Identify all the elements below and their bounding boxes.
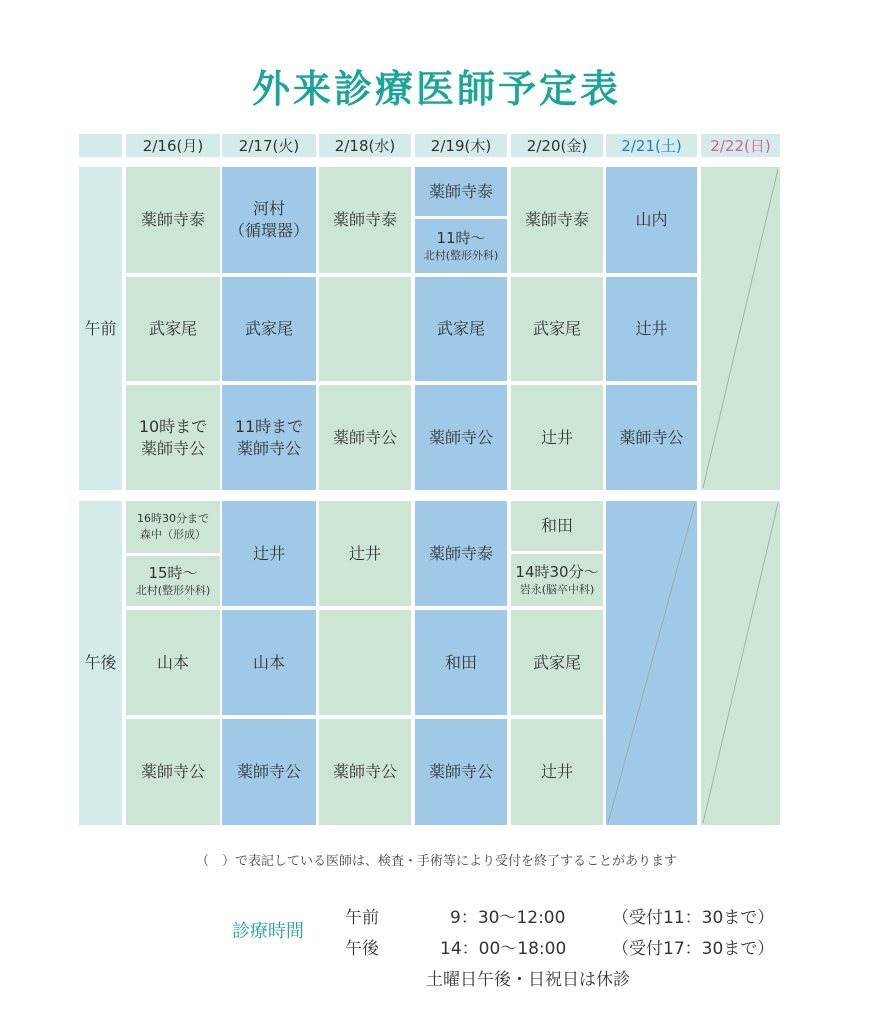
day-label: 2/20(金)	[526, 137, 588, 155]
day-header-3	[319, 134, 411, 157]
am-r3-mon	[126, 385, 220, 490]
pm-r1-fri-top	[511, 501, 603, 551]
day-header-4	[415, 134, 507, 157]
pm-r3-fri	[511, 719, 603, 825]
header-corner	[79, 134, 122, 157]
am-r2-wed	[319, 277, 411, 381]
hours-label: 診療時間	[232, 921, 304, 942]
pm-r1-tue	[222, 501, 316, 606]
doctor-name: 薬師寺公	[428, 762, 493, 781]
doctor-name: 薬師寺公	[140, 762, 205, 781]
am-r1-mon	[126, 167, 220, 273]
time-text: 11時まで	[234, 416, 304, 436]
doctor-name: 武家尾	[244, 319, 293, 338]
sun-am-closed	[701, 167, 780, 490]
am-r3-wed	[319, 385, 411, 490]
time-text: 16時30分まで	[137, 512, 209, 525]
hours-pm-time: 14：00〜18:00	[440, 939, 567, 959]
time-text: 14時30分〜	[515, 563, 599, 581]
am-r1-thu-top	[415, 167, 507, 216]
pm-r2-mon	[126, 610, 220, 715]
am-label: 午前	[84, 318, 117, 338]
am-r1-sat	[606, 167, 697, 273]
pm-r3-thu	[415, 719, 507, 825]
doctor-name: 薬師寺泰	[524, 210, 589, 229]
pm-r3-mon	[126, 719, 220, 825]
day-header-7	[701, 134, 780, 157]
hours-am-time: 9：30〜12:00	[450, 908, 566, 928]
doctor-note: 岩永(脳卒中科)	[519, 583, 595, 596]
day-label: 2/19(木)	[430, 137, 492, 155]
pm-r2-thu	[415, 610, 507, 715]
doctor-name: 武家尾	[436, 319, 485, 338]
am-r3-fri	[511, 385, 603, 490]
day-header-6	[606, 134, 697, 157]
doctor-name: 薬師寺泰	[428, 181, 493, 201]
pm-r1-thu	[415, 501, 507, 606]
am-r2-fri	[511, 277, 603, 381]
day-label: 2/18(水)	[334, 137, 396, 155]
doctor-name: 辻井	[635, 319, 668, 338]
hours-pm-label: 午後	[345, 939, 379, 959]
am-r3-thu	[415, 385, 507, 490]
doctor-name: 和田	[540, 516, 573, 535]
doctor-name: 薬師寺公	[236, 762, 301, 781]
am-r2-tue	[222, 277, 316, 381]
doctor-name: 山内	[635, 210, 668, 229]
doctor-name: 薬師寺泰	[332, 210, 397, 229]
hours-am-reception: （受付11：30まで）	[612, 908, 775, 928]
time-text: 15時〜	[148, 564, 198, 582]
am-r2-mon	[126, 277, 220, 381]
pm-r1-wed	[319, 501, 411, 606]
pm-r2-wed	[319, 610, 411, 715]
doctor-name: 辻井	[540, 427, 573, 447]
pm-r1-mon-top	[126, 501, 220, 553]
doctor-name: 辻井	[540, 762, 573, 781]
doctor-name: 森中（形成）	[140, 528, 206, 541]
am-r2-thu	[415, 277, 507, 381]
am-r1-tue	[222, 167, 316, 273]
sat-pm-closed	[606, 501, 697, 825]
hours-am-label: 午前	[345, 908, 379, 928]
doctor-dept: （循環器）	[228, 221, 309, 240]
sun-pm-closed	[701, 501, 780, 825]
pm-r3-tue	[222, 719, 316, 825]
am-r2-sat	[606, 277, 697, 381]
am-r3-sat	[606, 385, 697, 490]
pm-r2-tue	[222, 610, 316, 715]
doctor-name: 薬師寺公	[332, 762, 397, 781]
time-text: 10時まで	[138, 416, 208, 436]
day-header-5	[511, 134, 603, 157]
doctor-name: 和田	[444, 652, 477, 672]
page-title: 外来診療医師予定表	[251, 67, 621, 111]
doctor-name: 薬師寺公	[619, 427, 684, 447]
doctor-name: 薬師寺公	[428, 427, 493, 447]
hours-closed-note: 土曜日午後・日祝日は休診	[426, 970, 630, 990]
am-r1-fri	[511, 167, 603, 273]
doctor-name: 武家尾	[148, 319, 197, 338]
doctor-name: 薬師寺公	[140, 438, 205, 458]
doctor-note: 北村(整形外科)	[135, 584, 211, 597]
doctor-name: 辻井	[252, 543, 285, 563]
footnote: （ ）で表記している医師は、検査・手術等により受付を終了することがあります	[195, 854, 677, 869]
day-label: 2/16(月)	[142, 137, 204, 155]
doctor-name: 薬師寺公	[236, 438, 301, 458]
am-r1-wed	[319, 167, 411, 273]
doctor-name: 薬師寺泰	[428, 543, 493, 563]
pm-r3-wed	[319, 719, 411, 825]
am-r3-tue	[222, 385, 316, 490]
doctor-note: 北村(整形外科)	[423, 249, 499, 262]
am-section-label	[79, 167, 122, 490]
pm-label: 午後	[84, 653, 117, 672]
time-text: 11時〜	[436, 229, 486, 247]
doctor-name: 河村	[252, 199, 285, 218]
day-header-2	[222, 134, 316, 157]
day-label: 2/17(火)	[238, 137, 300, 155]
pm-section-label	[79, 501, 122, 825]
doctor-name: 山本	[252, 652, 285, 672]
pm-r1-mon-bottom	[126, 556, 220, 606]
doctor-name: 武家尾	[532, 319, 581, 338]
am-r1-thu-bottom	[415, 219, 507, 273]
hours-pm-reception: （受付17：30まで）	[612, 939, 775, 959]
pm-r2-fri	[511, 610, 603, 715]
day-header-1	[126, 134, 220, 157]
doctor-name: 辻井	[348, 543, 381, 563]
day-label: 2/21(土)	[621, 137, 682, 155]
doctor-name: 山本	[156, 652, 189, 672]
doctor-name: 薬師寺公	[332, 427, 397, 447]
doctor-name: 薬師寺泰	[140, 210, 205, 229]
day-label: 2/22(日)	[710, 137, 771, 155]
pm-r1-fri-bottom	[511, 554, 603, 606]
doctor-name: 武家尾	[532, 652, 581, 672]
